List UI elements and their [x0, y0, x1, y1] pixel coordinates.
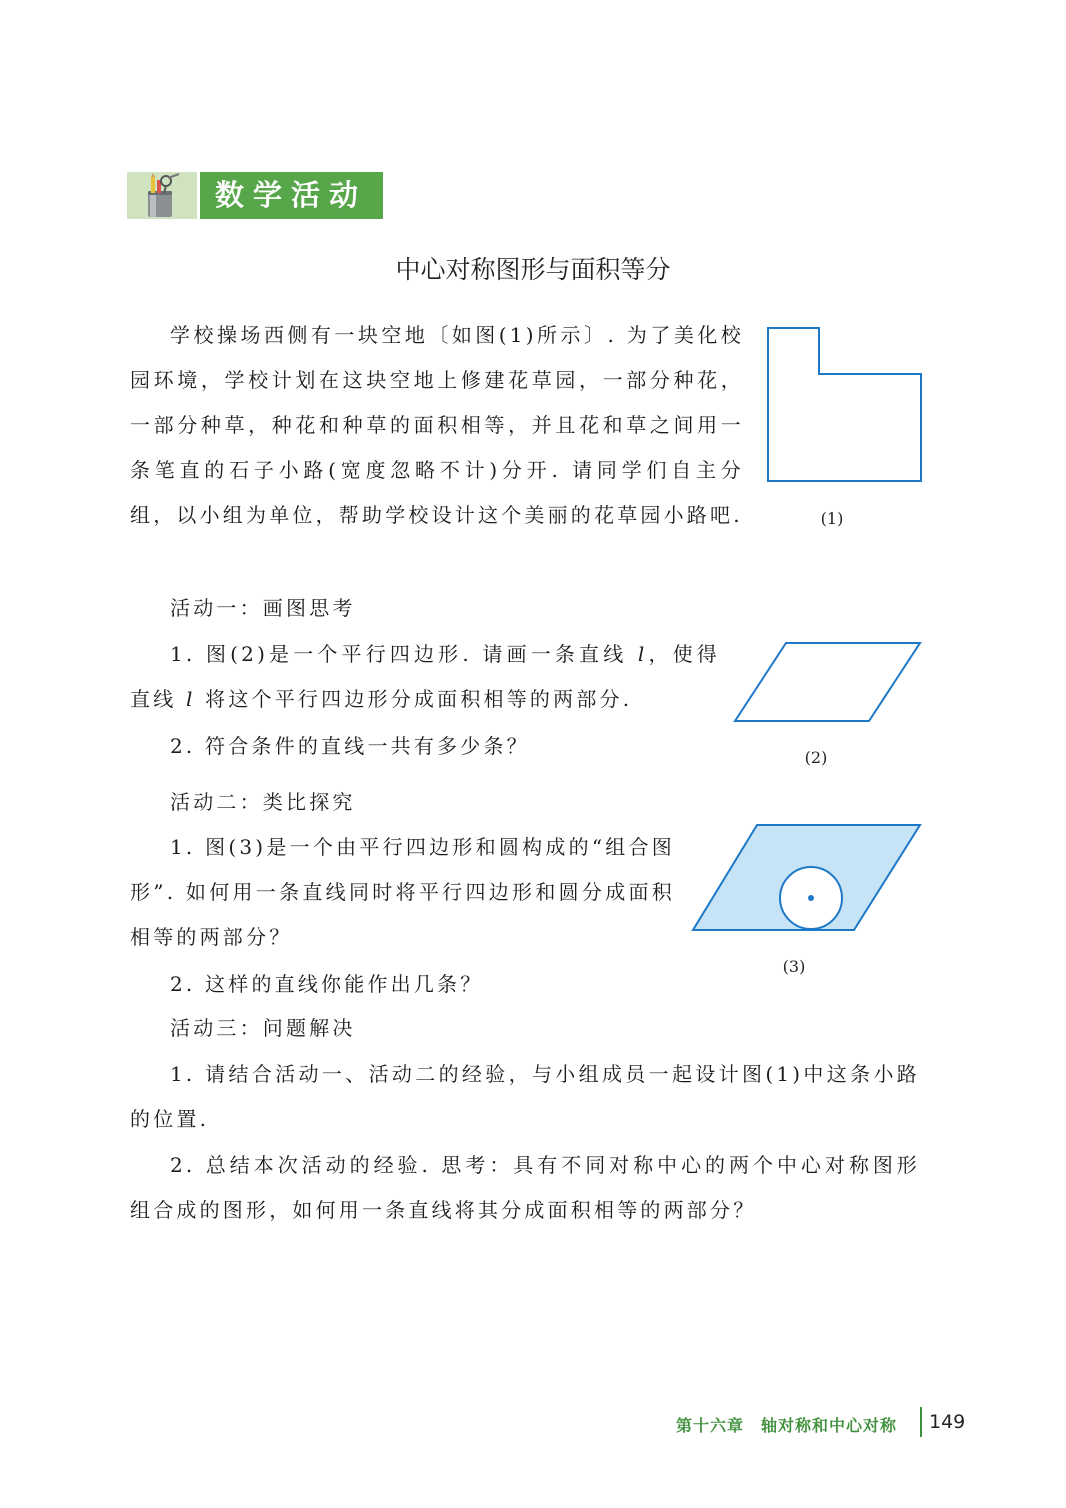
pencil-cup-icon — [127, 172, 197, 219]
page-number: 149 — [929, 1411, 966, 1433]
intro-paragraph: 学校操场西侧有一块空地〔如图(1)所示〕. 为了美化校园环境，学校计划在这块空地上修建花草园，一部分种花，一部分种草，种花和种草的面积相等，并且花和草之间用一条笔直的石子小路(宽度忽略不计)分开. 请同学们自主分组，以小组为单位，帮助学校设计这个美丽的花草园小路吧. — [130, 323, 744, 527]
activity2-item1: 1. 图(3)是一个由平行四边形和圆构成的“组合图形”. 如何用一条直线同时将平行四边形和圆分成面积相等的两部分？ — [130, 835, 675, 949]
activity2-heading: 活动二：类比探究 — [170, 790, 356, 814]
footer-divider — [920, 1407, 922, 1437]
activity3-item1: 1. 请结合活动一、活动二的经验，与小组成员一起设计图(1)中这条小路的位置. — [130, 1062, 920, 1131]
activity-banner — [127, 172, 383, 219]
activity3-item2: 2. 总结本次活动的经验. 思考：具有不同对称中心的两个中心对称图形组合成的图形，如何用一条直线将其分成面积相等的两部分？ — [130, 1153, 920, 1222]
activity2-item2: 2. 这样的直线你能作出几条？ — [170, 972, 484, 996]
section-title: 中心对称图形与面积等分 — [395, 255, 671, 284]
figure-2-caption: (2) — [804, 748, 828, 767]
figure-1-caption: (1) — [820, 509, 844, 528]
activity1-heading: 活动一：画图思考 — [170, 596, 356, 620]
banner-title: 数学活动 — [200, 172, 383, 219]
activity3-heading: 活动三：问题解决 — [170, 1016, 356, 1040]
activity1-item2: 2. 符合条件的直线一共有多少条？ — [170, 734, 530, 758]
figure-2-parallelogram — [733, 640, 923, 725]
figure-1-l-shape — [766, 326, 924, 484]
figure-3-parallelogram-circle — [691, 822, 923, 934]
activity1-item1: 1. 图(2)是一个平行四边形. 请画一条直线 l，使得直线 l 将这个平行四边形分成面积相等的两部分. — [130, 642, 720, 711]
footer-chapter-title: 第十六章 轴对称和中心对称 — [676, 1416, 898, 1435]
banner-icon-box — [127, 172, 197, 219]
figure-3-caption: (3) — [782, 957, 806, 976]
